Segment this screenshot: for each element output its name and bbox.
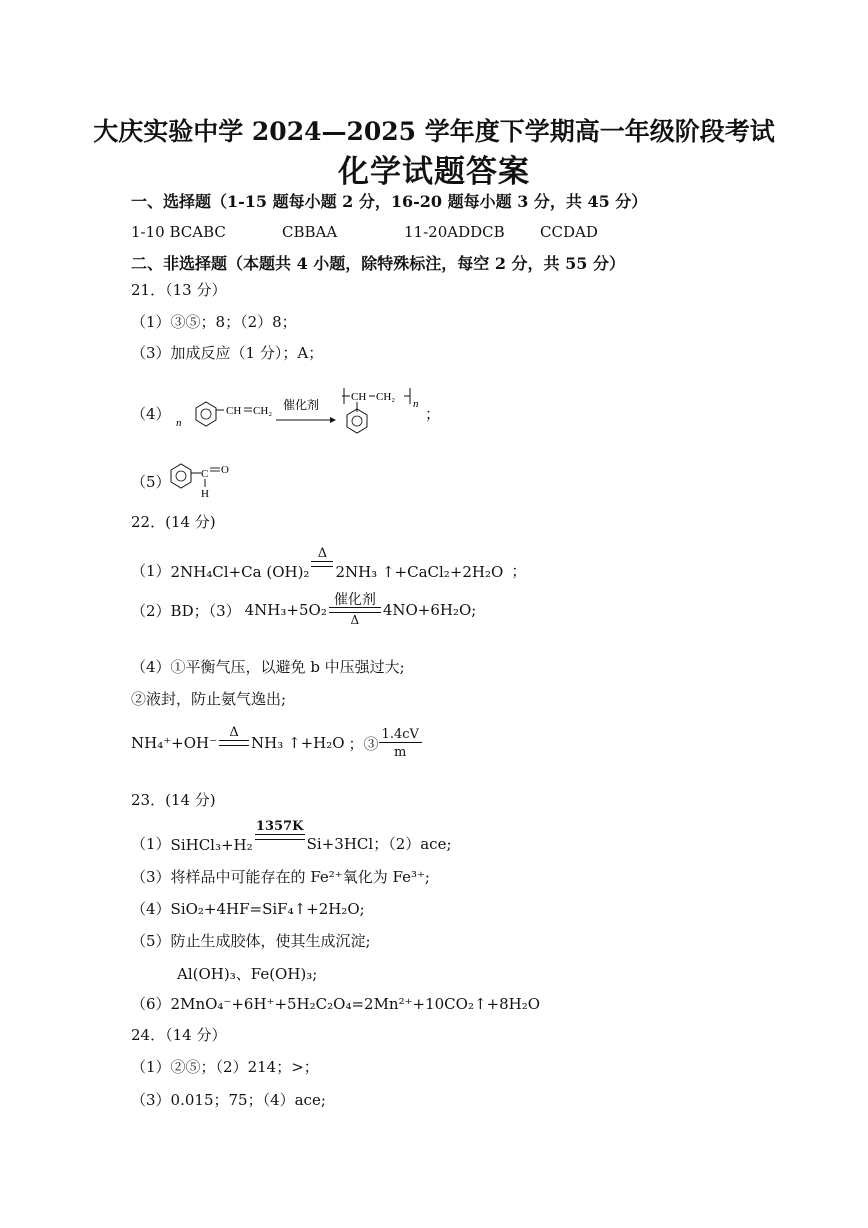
q23-line6: （6）2MnO₄⁻+6H⁺+5H₂C₂O₄=2Mn²⁺+10CO₂↑+8H₂O: [131, 995, 541, 1013]
q22-line5-reactants: NH₄⁺+OH⁻: [131, 734, 218, 752]
q24-head: 24．（14 分）: [131, 1026, 227, 1044]
q23-line1-label: （1）: [131, 835, 171, 853]
svg-text:CH₂: CH₂: [253, 405, 273, 417]
benzaldehyde-structure: [165, 456, 245, 502]
q22-line4: ②液封，防止氨气逸出;: [131, 690, 287, 708]
answers-11-15: 11-20ADDCB: [404, 223, 505, 241]
q22-line2: [131, 593, 476, 627]
svg-text:O: O: [221, 464, 229, 476]
q23-line2: （3）将样品中可能存在的 Fe²⁺氧化为 Fe³⁺;: [131, 868, 430, 886]
svg-text:n: n: [413, 398, 419, 410]
catalyst-label: 催化剂: [283, 398, 320, 412]
svg-text:CH: CH: [351, 391, 367, 403]
q24-line2: （3）0.015；75；（4）ace;: [131, 1091, 326, 1109]
styrene-polymerization-equation: [170, 382, 440, 442]
answers-16-20: CCDAD: [540, 223, 598, 241]
q23-head: 23．(14 分): [131, 791, 216, 809]
reactant-n: n: [176, 417, 182, 429]
q21-line4-label: （4）: [131, 405, 171, 423]
q22-head: 22．(14 分): [131, 513, 216, 531]
part2-heading: 二、非选择题（本题共 4 小题，除特殊标注，每空 2 分，共 55 分）: [131, 254, 625, 273]
heat-condition-2: Δ: [219, 726, 249, 760]
q22-line3: （4）①平衡气压，以避免 b 中压强过大;: [131, 658, 405, 676]
svg-text:CH: CH: [226, 405, 242, 417]
q23-line1: [131, 820, 452, 854]
exam-title: 大庆实验中学 2024—2025 学年度下学期高一年级阶段考试: [93, 117, 775, 146]
q22-line5: NH₄⁺+OH⁻ Δ NH₃ ↑+H₂O ；③ $\frac{1.4cV}{m}$: [131, 726, 422, 760]
svg-text:CH₂: CH₂: [376, 391, 396, 403]
catalyst-heat-condition: 催化剂 Δ: [329, 593, 381, 627]
q23-line1-products: Si+3HCl；（2）ace;: [306, 835, 452, 853]
q21-line1: （1）③⑤；8；（2）8；: [131, 313, 297, 331]
answers-1-5: 1-10 BCABC: [131, 223, 226, 241]
q23-line3: （4）SiO₂+4HF=SiF₄↑+2H₂O;: [131, 900, 365, 918]
q21-head: 21．（13 分）: [131, 281, 227, 299]
q23-line4: （5）防止生成胶体，使其生成沉淀;: [131, 932, 371, 950]
heat-condition: Δ: [311, 547, 333, 581]
concentration-fraction: $\frac{1.4cV}{m}$: [379, 727, 422, 760]
q21-line4-end: ；: [425, 405, 441, 423]
q22-line1-products: 2NH₃ ↑+CaCl₂+2H₂O: [335, 563, 504, 581]
benzene-ring-2: [347, 409, 367, 433]
q22-line2-label: （2）BD；（3）: [131, 601, 241, 620]
answers-6-10: CBBAA: [282, 223, 338, 241]
q22-line5-products: NH₃ ↑+H₂O: [251, 734, 345, 752]
benzene-ring-1: [196, 402, 216, 426]
svg-text:C: C: [201, 468, 209, 480]
q23-line1-reactants: SiHCl₃+H₂: [170, 836, 253, 854]
svg-text:H: H: [201, 488, 209, 500]
q22-line1-label: （1）: [131, 562, 171, 580]
q22-line2-reactants: 4NH₃+5O₂: [244, 601, 327, 619]
q22-line2-products: 4NO+6H₂O;: [382, 601, 477, 619]
part1-heading: 一、选择题（1-15 题每小题 2 分，16-20 题每小题 3 分，共 45 分）: [131, 192, 648, 211]
q21-line5-label: （5）: [131, 473, 171, 491]
q22-line1-reactants: 2NH₄Cl+Ca (OH)₂: [170, 563, 310, 581]
q22-line1: （1） 2NH₄Cl+Ca (OH)₂ Δ 2NH₃ ↑+CaCl₂+2H₂O ；: [131, 546, 527, 581]
q24-line1: （1）②⑤；（2）214；>；: [131, 1058, 319, 1076]
q23-line5: Al(OH)₃、Fe(OH)₃;: [177, 965, 318, 983]
q21-line2: （3）加成反应（1 分）；A；: [131, 344, 324, 362]
exam-subtitle: 化学试题答案: [338, 154, 530, 190]
temperature-condition: 1357K: [255, 820, 305, 854]
